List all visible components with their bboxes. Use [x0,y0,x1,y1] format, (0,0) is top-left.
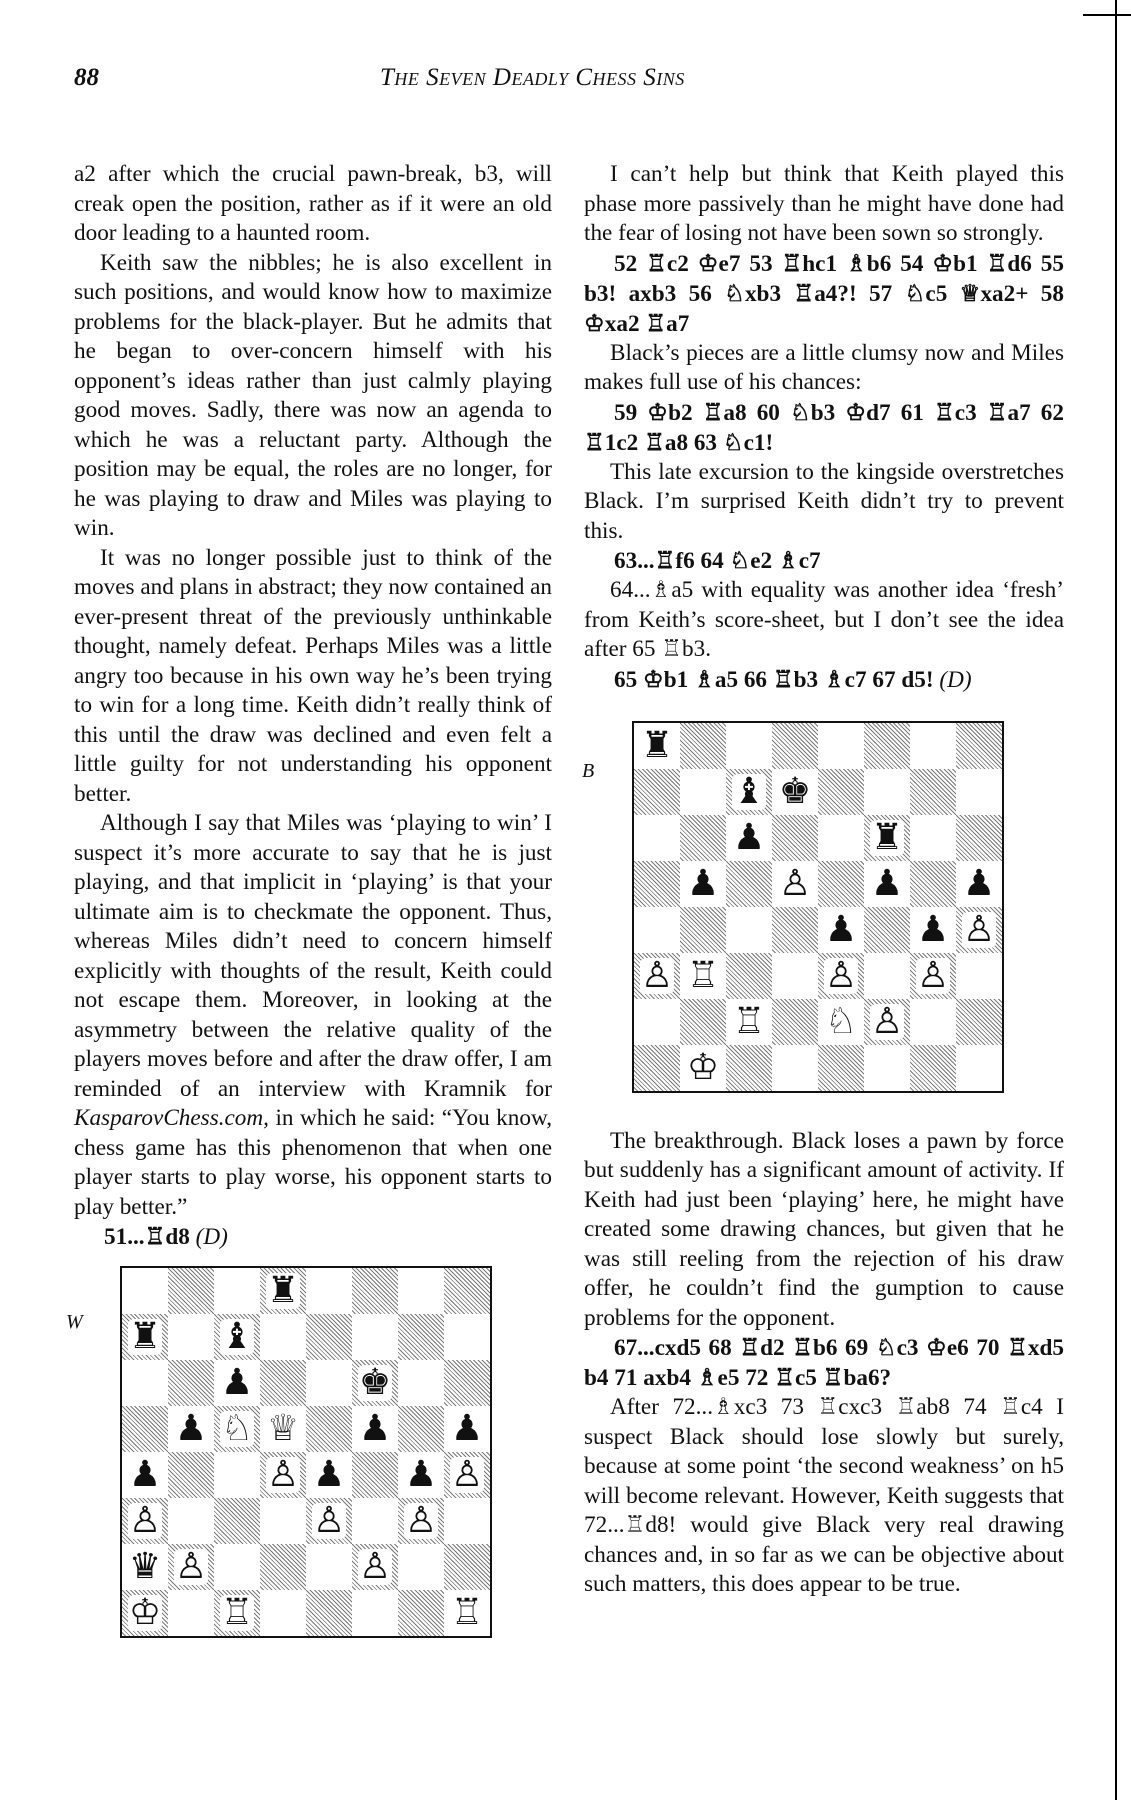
chess-piece: ♟ [358,1408,392,1449]
board-square [772,861,818,907]
paragraph-text: in which he said: “You know, chess game has this phenomenon that when one player starts to play worse, his opponent starts to play better.” [74,1105,552,1220]
running-title: The Seven Deadly Chess Sins [380,64,685,91]
left-column [66,160,552,1633]
board-square [352,1498,398,1544]
board-square [864,815,910,861]
board-square [122,1360,168,1406]
board-square [864,723,910,769]
page-number: 88 [74,64,99,91]
board-square [168,1452,214,1498]
board-square [398,1406,444,1452]
board-square [864,861,910,907]
board-square [726,907,772,953]
chess-piece: ♝ [220,1316,254,1357]
board-square [260,1406,306,1452]
chess-piece: ♖ [686,954,720,996]
board-square [910,861,956,907]
move-line: 63...♖f6 64 ♘e2 ♗c7 [614,548,821,574]
board-square [122,1498,168,1544]
page-header [74,64,1051,104]
board-square [168,1590,214,1636]
diagram-block [584,695,1064,1127]
board-square [306,1544,352,1590]
board-square [260,1452,306,1498]
move-line: 52 ♖c2 ♔e7 53 ♖hc1 ♗b6 54 ♔b1 ♖d6 55 b3! axb3 56 ♘xb3 ♖a4?! 57 ♘c5 ♕xa2+ 58 ♔xa2 ♖a7 [584,250,1064,337]
board-square [122,1544,168,1590]
chess-diagram-1 [120,1266,492,1638]
move-line [584,665,1064,695]
board-square [818,1045,864,1091]
chess-piece: ♘ [220,1408,254,1449]
board-square [398,1314,444,1360]
move-text: 65 ♔b1 ♗a5 66 ♖b3 ♗c7 67 d5! [614,666,934,693]
board-square [122,1268,168,1314]
board-square [726,769,772,815]
paragraph: Keith saw the nibbles; he is also excellent in such positions, and would know how to maximize problems for the black-player. But he admits that he began to over-concern himself with his opponent’s ideas rather than just calmly playing good moves. Sadly, there was now an agenda to which he was a reluctant party. Although the position may be equal, the roles are no longer, for he was playing to draw and Miles was playing to win. [74,249,552,541]
page-edge-line [1115,0,1117,1800]
board-square [910,1045,956,1091]
chess-piece: ♙ [870,1000,904,1042]
board-square [214,1360,260,1406]
board-square [214,1268,260,1314]
board-square [864,953,910,999]
board-square [306,1590,352,1636]
website-name: KasparovChess.com, [74,1105,269,1131]
chess-piece: ♙ [916,954,950,996]
paragraph: After 72...♗xc3 73 ♖cxc3 ♖ab8 74 ♖c4 I suspect Black should lose slowly but surely, because at some point ‘the second weakness’ on h5 will become relevant. However, Keith suggests that 72...♖d8! would give Black very real drawing chances and, in so far as we can be objective about such matters, this does appear to be true. [584,1394,1064,1597]
board-square [910,769,956,815]
board-square [214,1544,260,1590]
board-square [956,1045,1002,1091]
diagram-marker: (D) [195,1224,228,1250]
board-square [306,1498,352,1544]
board-square [168,1406,214,1452]
board-square [726,953,772,999]
chess-piece: ♟ [916,908,950,950]
board-square [444,1314,490,1360]
board-square [168,1314,214,1360]
board-square [444,1590,490,1636]
diagram-marker: (D) [939,666,972,693]
chess-piece: ♜ [640,724,674,766]
board-square [260,1314,306,1360]
board-square [680,769,726,815]
board-square [306,1452,352,1498]
chess-piece: ♟ [686,862,720,904]
chess-piece: ♟ [962,862,996,904]
board-square [306,1268,352,1314]
paragraph: Black’s pieces are a little clumsy now and Miles makes full use of his chances: [584,339,1064,395]
board-square [634,815,680,861]
board-square [772,999,818,1045]
board-square [260,1360,306,1406]
board-square [444,1360,490,1406]
board-square [910,953,956,999]
board-square [634,769,680,815]
board-square [214,1452,260,1498]
board-square [726,999,772,1045]
move-line: 67...cxd5 68 ♖d2 ♖b6 69 ♘c3 ♔e6 70 ♖xd5 b4 71 axb4 ♗e5 72 ♖c5 ♖ba6? [584,1335,1064,1391]
board-square [306,1360,352,1406]
board-square [398,1590,444,1636]
board-square [306,1406,352,1452]
move-text: 51...♖d8 [104,1224,190,1250]
chess-piece: ♘ [824,1000,858,1042]
board-square [352,1590,398,1636]
board-square [864,907,910,953]
board-square [910,999,956,1045]
board-square [214,1314,260,1360]
paragraph: I can’t help but think that Keith played this phase more passively than he might have done had the fear of losing not have been sown so strongly. [584,161,1064,246]
board-square [398,1452,444,1498]
board-square [634,723,680,769]
right-column [584,160,1064,1600]
chess-piece: ♜ [128,1316,162,1357]
chess-piece: ♕ [266,1408,300,1449]
board-square [398,1544,444,1590]
chess-piece: ♙ [404,1500,438,1541]
board-square [910,723,956,769]
board-square [772,769,818,815]
chess-piece: ♙ [128,1500,162,1541]
board-square [260,1544,306,1590]
board-square [772,907,818,953]
chess-piece: ♝ [732,770,766,812]
board-square [634,999,680,1045]
chess-piece: ♟ [312,1454,346,1495]
chess-piece: ♚ [358,1362,392,1403]
board-square [260,1498,306,1544]
chess-piece: ♟ [220,1362,254,1403]
chess-piece: ♖ [450,1592,484,1633]
chess-piece: ♟ [732,816,766,858]
side-to-move-label: B [582,759,595,782]
board-square [910,907,956,953]
chess-piece: ♙ [640,954,674,996]
board-square [398,1268,444,1314]
board-square [444,1406,490,1452]
paragraph [74,809,552,1222]
board-square [214,1590,260,1636]
board-square [956,999,1002,1045]
chess-piece: ♙ [358,1546,392,1587]
board-square [956,907,1002,953]
board-square [634,953,680,999]
chess-piece: ♙ [962,908,996,950]
board-square [122,1406,168,1452]
board-square [818,723,864,769]
board-square [772,723,818,769]
chess-piece: ♜ [870,816,904,858]
board-square [214,1406,260,1452]
board-square [444,1452,490,1498]
board-square [444,1544,490,1590]
board-square [352,1360,398,1406]
paragraph: 64...♗a5 with equality was another idea ‘fresh’ from Keith’s score-sheet, but I don’t see the idea after 65 ♖b3. [584,577,1064,662]
chess-piece: ♟ [824,908,858,950]
board-square [306,1314,352,1360]
move-line: 59 ♔b2 ♖a8 60 ♘b3 ♔d7 61 ♖c3 ♖a7 62 ♖1c2 ♖a8 63 ♘c1! [584,399,1064,456]
board-square [864,1045,910,1091]
board-square [864,999,910,1045]
board-square [818,815,864,861]
board-square [680,723,726,769]
chess-piece: ♙ [312,1500,346,1541]
board-square [168,1360,214,1406]
board-square [726,861,772,907]
board-square [818,999,864,1045]
paragraph: The breakthrough. Black loses a pawn by force but suddenly has a significant amount of activity. If Keith had just been ‘playing’ here, he might have created some drawing chances, but given that he was still reeling from the rejection of his draw offer, he couldn’t find the gumption to cause problems for the opponent. [584,1127,1064,1331]
paragraph: It was no longer possible just to think of the moves and plans in abstract; they now contained an ever-present threat of the previously unthinkable thought, namely defeat. Perhaps Miles was a little angry too because in his own way he’s been trying to win for a long time. Keith didn’t really think of this until the draw was declined and even felt a little guilty for not understanding his opponent better. [74,544,552,807]
move-line [74,1222,552,1252]
board-square [260,1268,306,1314]
chess-piece: ♟ [450,1408,484,1449]
chess-piece: ♟ [404,1454,438,1495]
chess-piece: ♖ [732,1000,766,1042]
board-square [772,953,818,999]
board-square [956,861,1002,907]
board-square [398,1360,444,1406]
board-square [956,953,1002,999]
side-to-move-label: W [66,1311,83,1333]
board-square [122,1452,168,1498]
chess-piece: ♟ [174,1408,208,1449]
board-square [726,1045,772,1091]
chess-piece: ♙ [266,1454,300,1495]
board-square [680,999,726,1045]
board-square [818,907,864,953]
board-square [168,1268,214,1314]
board-square [772,815,818,861]
board-square [122,1314,168,1360]
chess-piece: ♟ [128,1454,162,1495]
board-square [634,861,680,907]
board-square [772,1045,818,1091]
board-square [680,953,726,999]
chess-piece: ♖ [220,1592,254,1633]
board-square [680,861,726,907]
chess-piece: ♜ [266,1270,300,1311]
board-square [680,907,726,953]
board-square [444,1498,490,1544]
board-square [726,815,772,861]
board-square [168,1544,214,1590]
board-square [444,1268,490,1314]
chess-piece: ♙ [174,1546,208,1587]
board-square [352,1268,398,1314]
board-square [168,1498,214,1544]
board-square [352,1406,398,1452]
chess-piece: ♙ [450,1454,484,1495]
chess-piece: ♟ [870,862,904,904]
chess-piece: ♙ [824,954,858,996]
board-square [726,723,772,769]
board-square [864,769,910,815]
board-square [818,861,864,907]
chess-piece: ♛ [128,1546,162,1587]
board-square [910,815,956,861]
chess-diagram-2 [632,721,1004,1093]
chess-piece: ♚ [778,770,812,812]
paragraph-text: Although I say that Miles was ‘playing to win’ I suspect it’s more accurate to say that he is just playing, and that implicit in ‘playing’ is that your ultimate aim is to checkmate the opponent. Thus, whereas Miles didn’t need to concern himself explicitly with thoughts of the result, Keith could not escape them. Moreover, in looking at the asymmetry between the relative quality of the players moves before and after the draw offer, I am reminded of an interview with Kramnik for [74,810,552,1102]
board-square [818,769,864,815]
board-square [634,1045,680,1091]
paragraph: This late excursion to the kingside overstretches Black. I’m surprised Keith didn’t try to prevent this. [584,458,1064,544]
board-square [352,1452,398,1498]
board-square [680,1045,726,1091]
board-square [398,1498,444,1544]
board-square [260,1590,306,1636]
board-square [818,953,864,999]
board-square [956,723,1002,769]
board-square [214,1498,260,1544]
board-square [634,907,680,953]
board-square [680,815,726,861]
paragraph: a2 after which the crucial pawn-break, b3, will creak open the position, rather as if it were an old door leading to a haunted room. [74,161,552,246]
board-square [956,815,1002,861]
board-square [352,1544,398,1590]
chess-piece: ♔ [128,1592,162,1633]
board-square [956,769,1002,815]
chess-piece: ♙ [778,862,812,904]
board-square [122,1590,168,1636]
board-square [352,1314,398,1360]
page-edge-tick [1083,14,1131,16]
chess-piece: ♔ [686,1046,720,1088]
